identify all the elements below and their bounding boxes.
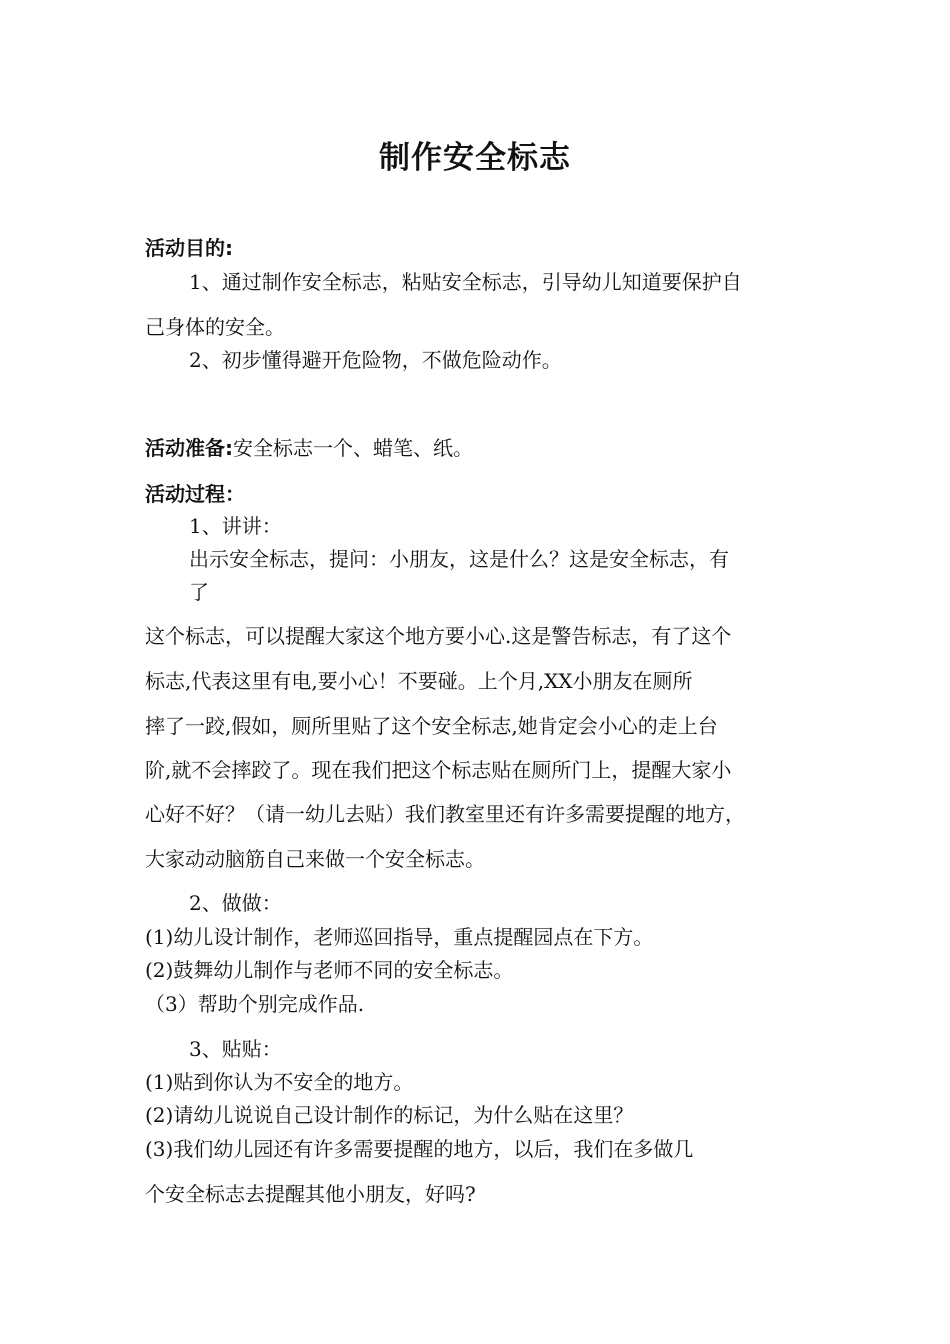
step1-line: 大家动动脑筋自己来做一个安全标志。 bbox=[145, 847, 485, 871]
prep-line bbox=[145, 438, 473, 458]
step1-line: 这个标志，可以提醒大家这个地方要小心.这是警告标志，有了这个 bbox=[145, 624, 732, 648]
step1-line: 摔了一跤,假如，厕所里贴了这个安全标志,她肯定会小心的走上台 bbox=[145, 714, 718, 738]
prep-heading: 活动准备: bbox=[145, 436, 233, 460]
step1-line: 阶,就不会摔跤了。现在我们把这个标志贴在厕所门上，提醒大家小 bbox=[145, 758, 732, 782]
step3-line: (2)请幼儿说说自己设计制作的标记，为什么贴在这里？ bbox=[145, 1103, 634, 1127]
step3-title: 3、贴贴： bbox=[189, 1037, 282, 1061]
step1-line: 了 bbox=[189, 580, 209, 604]
step3-line: (1)贴到你认为不安全的地方。 bbox=[145, 1070, 414, 1094]
step2-line: (2)鼓舞幼儿制作与老师不同的安全标志。 bbox=[145, 958, 514, 982]
step2-line: (1)幼儿设计制作，老师巡回指导，重点提醒园点在下方。 bbox=[145, 925, 654, 949]
goal-item-1: 1、通过制作安全标志，粘贴安全标志，引导幼儿知道要保护自 bbox=[189, 270, 742, 294]
step2-line: （3）帮助个别完成作品. bbox=[145, 992, 365, 1016]
step3-line: (3)我们幼儿园还有许多需要提醒的地方，以后，我们在多做几 bbox=[145, 1137, 694, 1161]
goals-heading: 活动目的: bbox=[145, 236, 233, 260]
process-heading: 活动过程： bbox=[145, 482, 245, 506]
step1-line: 心好不好？（请一幼儿去贴）我们教室里还有许多需要提醒的地方， bbox=[145, 802, 745, 826]
step1-line: 标志,代表这里有电,要小心！不要碰。上个月,XX小朋友在厕所 bbox=[145, 669, 693, 693]
step3-line: 个安全标志去提醒其他小朋友，好吗? bbox=[145, 1182, 476, 1206]
step1-title: 1、讲讲： bbox=[189, 514, 282, 538]
page-title: 制作安全标志 bbox=[379, 140, 571, 176]
step1-line: 出示安全标志，提问：小朋友，这是什么？这是安全标志，有 bbox=[189, 547, 729, 571]
goal-item-2: 2、初步懂得避开危险物，不做危险动作。 bbox=[189, 348, 562, 372]
goal-item-1-cont: 己身体的安全。 bbox=[145, 315, 285, 339]
step2-title: 2、做做： bbox=[189, 891, 282, 915]
prep-text: 安全标志一个、蜡笔、纸。 bbox=[233, 436, 473, 460]
